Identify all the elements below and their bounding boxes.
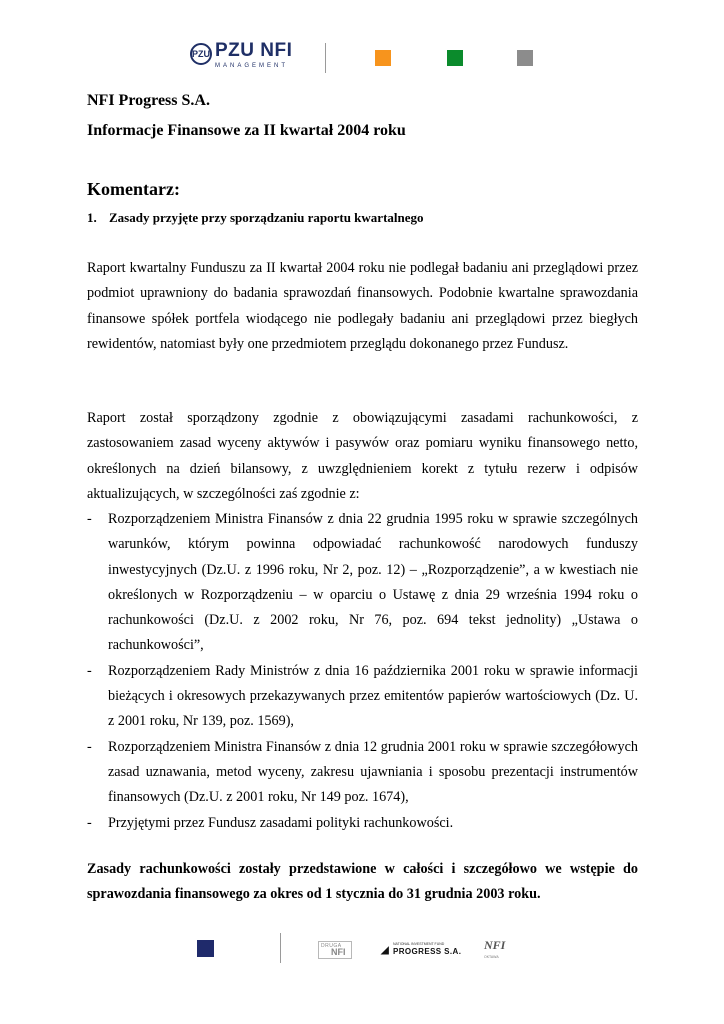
progress-tagline: NATIONAL INVESTMENT FUND: [393, 942, 445, 946]
list-dash: -: [87, 738, 92, 755]
list-item: [87, 811, 638, 836]
nfi-oktawa-logo: [484, 938, 506, 962]
section-heading: [87, 210, 424, 226]
druga-nfi-logo: [318, 941, 352, 959]
oktawa-label: OKTAWA: [484, 955, 499, 959]
list-item: [87, 659, 638, 735]
nfi-mark: NFI: [484, 938, 506, 952]
header-divider: [325, 43, 326, 73]
list-item: [87, 507, 638, 659]
progress-name: PROGRESS S.A.: [393, 947, 462, 956]
orange-square-icon: [375, 50, 391, 66]
logo-name: PZU NFI: [215, 40, 293, 61]
gray-square-icon: [517, 50, 533, 66]
document-title: NFI Progress S.A.: [87, 92, 210, 109]
druga-label: DRUGA: [321, 943, 342, 949]
list-item-text: Przyjętymi przez Fundusz zasadami polityki rachunkowości.: [108, 814, 454, 831]
footer-divider: [280, 933, 281, 963]
list-item: [87, 735, 638, 811]
list-item-text: Rozporządzeniem Ministra Finansów z dnia 12 grudnia 2001 roku w sprawie szczegółowych zasad uznawania, metod wyceny, zakresu ujawniania i sposobu prezentacji instrumentów finansowych (Dz.U. z 2001 roku, Nr 149 poz. 1674),: [108, 738, 638, 806]
progress-mark-icon: ◢: [381, 945, 389, 956]
list-dash: -: [87, 662, 92, 679]
comment-heading: Komentarz:: [87, 179, 180, 199]
closing-paragraph: Zasady rachunkowości zostały przedstawione w całości i szczegółowo we wstępie do sprawozdania finansowego za okres od 1 stycznia do 31 grudnia 2003 roku.: [87, 861, 638, 903]
druga-nfi-label: NFI: [331, 947, 346, 957]
paragraph-basis: Raport został sporządzony zgodnie z obowiązującymi zasadami rachunkowości, z zastosowaniem zasad wyceny aktywów i pasywów oraz pomiaru wyniku finansowego netto, określonych na dzień bilansowy, z uwzględnieniem korekt z tytułu rezerw i odpisów aktualizujących, w szczególności zaś zgodnie z:: [87, 410, 638, 502]
regulations-list: [87, 507, 638, 836]
list-dash: -: [87, 511, 92, 527]
section-title: Zasady przyjęte przy sporządzaniu raportu kwartalnego: [109, 210, 424, 225]
logo-subtitle: MANAGEMENT: [215, 63, 289, 69]
green-square-icon: [447, 50, 463, 66]
list-item-text: Rozporządzeniem Rady Ministrów z dnia 16 października 2001 roku w sprawie informacji bieżących i okresowych przekazywanych przez emitentów papierów wartościowych (Dz. U. z 2001 roku, Nr 139, poz. 1569),: [108, 662, 638, 730]
pzu-nfi-logo: [190, 40, 293, 73]
section-number: 1.: [87, 210, 97, 225]
document-subtitle: Informacje Finansowe za II kwartał 2004 roku: [87, 122, 406, 139]
pzu-emblem-icon: PZU: [190, 43, 212, 65]
list-item-text: Rozporządzeniem Ministra Finansów z dnia 22 grudnia 1995 roku w sprawie szczególnych warunków, którym powinna odpowiadać rachunkowość narodowych funduszy inwestycyjnych (Dz.U. z 1996 roku, Nr 2, poz. 12) – „Rozporządzenie”, a w kwestiach nie określonych w Rozporządzeniu – w oparciu o Ustawę z dnia 29 września 1994 roku o rachunkowości (Dz.U. z 2002 roku, Nr 76, poz. 694 tekst jednolity) „Ustawa o rachunkowości”,: [108, 511, 638, 654]
paragraph-review: Raport kwartalny Funduszu za II kwartał 2004 roku nie podlegał badaniu ani przeglądowi przez podmiot uprawniony do badania sprawozdań finansowych. Podobnie kwartalne sprawozdania finansowe spółek portfela wiodącego nie podlegały badaniu ani przeglądowi przez biegłych rewidentów, natomiast były one przedmiotem przeglądu dokonanego przez Fundusz.: [87, 260, 638, 352]
list-dash: -: [87, 814, 92, 831]
progress-logo: [381, 942, 461, 958]
navy-square-icon: [197, 940, 214, 957]
